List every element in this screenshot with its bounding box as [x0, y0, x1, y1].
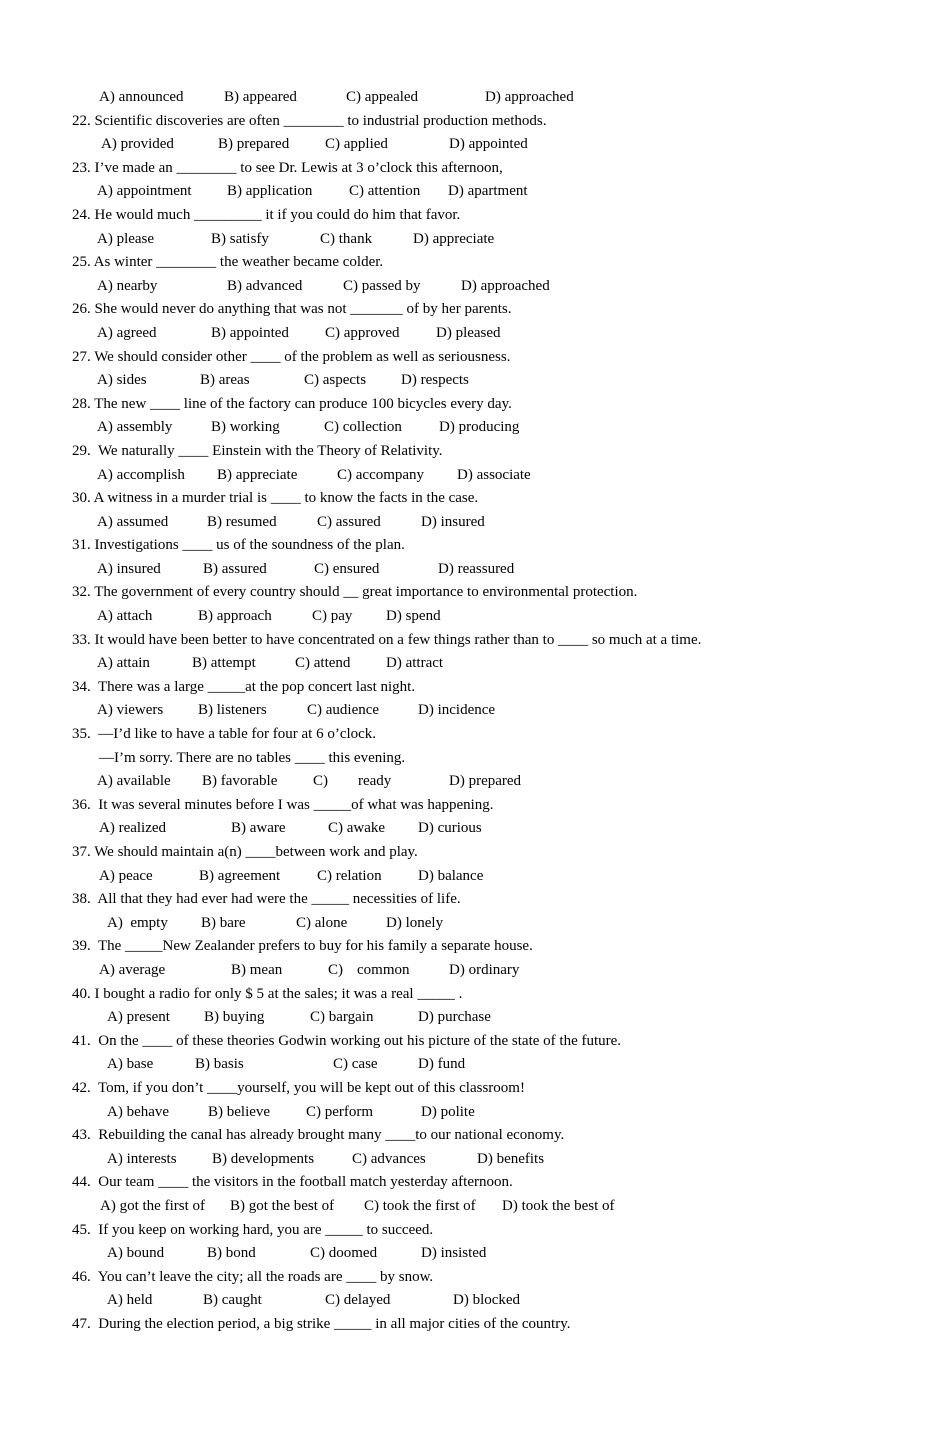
question-stem — [0, 110, 950, 134]
option-c: C) took the first of — [364, 1197, 476, 1214]
option-a: A) available — [97, 773, 171, 790]
answer-options — [0, 1289, 950, 1313]
question-stem — [0, 487, 950, 511]
option-b: B) prepared — [218, 136, 290, 153]
option-d: D) reassured — [438, 560, 515, 577]
option-c: C) attend — [295, 655, 351, 672]
option-a: A) accomplish — [97, 466, 185, 483]
option-b: B) caught — [203, 1292, 262, 1309]
option-d: D) associate — [457, 466, 531, 483]
option-d: D) fund — [418, 1056, 466, 1073]
option-d: D) ordinary — [449, 961, 520, 978]
option-b: B) believe — [208, 1103, 271, 1120]
answer-options — [0, 180, 950, 204]
option-c: C) thank — [320, 230, 373, 247]
answer-options — [0, 86, 950, 110]
answer-options — [0, 464, 950, 488]
question-text: 47. During the election period, a big strike _____ in all major cities of the country. — [72, 1315, 571, 1332]
question-text: 40. I bought a radio for only $ 5 at the sales; it was a real _____ . — [72, 985, 463, 1002]
option-d: D) approached — [485, 89, 574, 105]
question-stem — [0, 1171, 950, 1195]
option-a: A) appointment — [97, 183, 192, 200]
option-a: A) announced — [99, 89, 184, 105]
question-stem — [0, 393, 950, 417]
question-text: 41. On the ____ of these theories Godwin working out his picture of the state of the future. — [72, 1032, 622, 1049]
option-a: A) assembly — [97, 419, 173, 436]
option-b: B) advanced — [227, 277, 303, 294]
option-b: B) favorable — [202, 773, 278, 790]
option-d: D) spend — [386, 608, 441, 625]
option-c: C) aspects — [304, 372, 367, 389]
option-d: D) insured — [421, 513, 485, 530]
option-a: A) attach — [97, 608, 153, 625]
question-stem — [0, 346, 950, 370]
answer-options — [0, 511, 950, 535]
option-d: D) incidence — [418, 702, 496, 719]
option-a: A) please — [97, 230, 155, 247]
question-stem — [0, 794, 950, 818]
option-d: D) appreciate — [413, 230, 495, 247]
option-c: C) attention — [349, 183, 421, 200]
question-text: 42. Tom, if you don’t ____yourself, you will be kept out of this classroom! — [72, 1079, 525, 1096]
answer-options — [0, 959, 950, 983]
question-text: 29. We naturally ____ Einstein with the Theory of Relativity. — [72, 442, 443, 459]
option-b: B) basis — [195, 1056, 244, 1073]
option-c: C) doomed — [310, 1245, 378, 1262]
question-stem — [0, 298, 950, 322]
answer-options — [0, 652, 950, 676]
option-a: A) held — [107, 1292, 153, 1309]
answer-options — [0, 228, 950, 252]
question-text: 43. Rebuilding the canal has already brought many ____to our national economy. — [72, 1127, 565, 1144]
option-d: D) benefits — [477, 1150, 545, 1167]
option-c: C) pay — [312, 608, 353, 625]
option-a: A) empty — [107, 914, 168, 931]
option-c: C) — [313, 773, 328, 790]
option-c: C) assured — [317, 513, 381, 530]
question-text: 26. She would never do anything that was not _______ of by her parents. — [72, 301, 512, 318]
option-b: B) developments — [212, 1150, 315, 1167]
option-b: B) approach — [198, 608, 272, 625]
option-d: D) purchase — [418, 1009, 491, 1026]
option-b: B) assured — [203, 560, 267, 577]
answer-options — [0, 322, 950, 346]
option-c: C) audience — [307, 702, 380, 719]
question-stem — [0, 534, 950, 558]
option-c: C) delayed — [325, 1292, 391, 1309]
question-text: 23. I’ve made an ________ to see Dr. Lewis at 3 o’clock this afternoon, — [72, 159, 503, 176]
answer-options — [0, 865, 950, 889]
answer-options — [0, 770, 950, 794]
dialogue-text: —I’m sorry. There are no tables ____ this evening. — [99, 749, 406, 766]
option-d: D) took the best of — [502, 1197, 615, 1214]
question-text: 46. You can’t leave the city; all the roads are ____ by snow. — [72, 1268, 434, 1285]
option-a: A) viewers — [97, 702, 164, 719]
option-a: A) realized — [99, 820, 167, 837]
option-d: D) blocked — [453, 1292, 521, 1309]
answer-options — [0, 1053, 950, 1077]
answer-options — [0, 1101, 950, 1125]
option-c: C) appealed — [346, 89, 419, 105]
option-b: B) areas — [200, 372, 250, 389]
option-b: B) resumed — [207, 513, 277, 530]
question-text: 44. Our team ____ the visitors in the football match yesterday afternoon. — [72, 1174, 513, 1191]
option-c: C) bargain — [310, 1009, 374, 1026]
option-d: D) lonely — [386, 914, 444, 931]
option-c: C) accompany — [337, 466, 425, 483]
option-b: B) bond — [207, 1245, 256, 1262]
question-stem — [0, 935, 950, 959]
question-stem — [0, 581, 950, 605]
option-c: C) applied — [325, 136, 388, 153]
question-text: 28. The new ____ line of the factory can produce 100 bicycles every day. — [72, 395, 512, 412]
option-c: C) advances — [352, 1150, 426, 1167]
question-text: 34. There was a large _____at the pop concert last night. — [72, 678, 416, 695]
option-d: D) pleased — [436, 324, 501, 341]
option-a: A) got the first of — [100, 1197, 205, 1214]
option-b: B) agreement — [199, 867, 281, 884]
option-a: A) attain — [97, 655, 150, 672]
option-a: A) sides — [97, 372, 147, 389]
question-text: 36. It was several minutes before I was _____of what was happening. — [72, 796, 494, 813]
answer-options — [0, 912, 950, 936]
option-c: C) passed by — [343, 277, 421, 294]
question-stem — [0, 841, 950, 865]
question-stem — [0, 1124, 950, 1148]
question-stem — [0, 1266, 950, 1290]
option-d: D) attract — [386, 655, 444, 672]
option-b: B) aware — [231, 820, 286, 837]
question-dialogue — [0, 747, 950, 771]
option-b: B) appreciate — [217, 466, 298, 483]
answer-options — [0, 133, 950, 157]
answer-options — [0, 558, 950, 582]
question-text: 39. The _____New Zealander prefers to buy for his family a separate house. — [72, 938, 533, 955]
option-c: C) collection — [324, 419, 402, 436]
option-b: B) got the best of — [230, 1197, 335, 1214]
question-text: 24. He would much _________ it if you could do him that favor. — [72, 206, 461, 223]
question-stem — [0, 1313, 950, 1337]
option-c-value: common — [357, 961, 410, 978]
option-d: D) polite — [421, 1103, 475, 1120]
question-stem — [0, 157, 950, 181]
option-b: B) working — [211, 419, 280, 436]
option-a: A) agreed — [97, 324, 157, 341]
option-c: C) awake — [328, 820, 386, 837]
option-d: D) apartment — [448, 183, 528, 200]
option-b: B) appeared — [224, 89, 297, 105]
option-a: A) bound — [107, 1245, 165, 1262]
question-text: 37. We should maintain a(n) ____between work and play. — [72, 844, 418, 860]
exercise-text — [0, 86, 950, 1336]
question-stem — [0, 204, 950, 228]
question-stem — [0, 440, 950, 464]
answer-options — [0, 699, 950, 723]
answer-options — [0, 1195, 950, 1219]
option-b: B) mean — [231, 961, 283, 978]
option-b: B) buying — [204, 1009, 265, 1026]
option-b: B) attempt — [192, 655, 256, 672]
option-d: D) prepared — [449, 773, 522, 790]
question-text: 35. —I’d like to have a table for four at 6 o’clock. — [72, 726, 377, 743]
option-d: D) appointed — [449, 136, 528, 153]
question-stem — [0, 676, 950, 700]
question-stem — [0, 251, 950, 275]
question-stem — [0, 723, 950, 747]
option-c: C) perform — [306, 1103, 374, 1120]
question-text: 25. As winter ________ the weather became colder. — [72, 254, 384, 271]
option-c: C) approved — [325, 324, 400, 341]
option-b: B) bare — [201, 914, 246, 931]
question-stem — [0, 888, 950, 912]
answer-options — [0, 817, 950, 841]
option-c-value: ready — [358, 773, 392, 790]
option-d: D) approached — [461, 277, 550, 294]
option-d: D) curious — [418, 820, 482, 837]
question-text: 45. If you keep on working hard, you are _____ to succeed. — [72, 1221, 434, 1238]
question-stem — [0, 1219, 950, 1243]
question-text: 33. It would have been better to have concentrated on a few things rather than to ____ so much at a time. — [72, 631, 702, 648]
option-b: B) appointed — [211, 324, 289, 341]
answer-options — [0, 1006, 950, 1030]
option-b: B) application — [227, 183, 313, 200]
question-text: 31. Investigations ____ us of the soundness of the plan. — [72, 537, 405, 554]
option-c: C) ensured — [314, 560, 380, 577]
question-stem — [0, 1030, 950, 1054]
option-a: A) provided — [101, 136, 174, 153]
answer-options — [0, 1148, 950, 1172]
option-c: C) alone — [296, 914, 348, 931]
option-a: A) behave — [107, 1103, 170, 1120]
question-text: 32. The government of every country should __ great importance to environmental protection. — [72, 584, 638, 601]
option-d: D) balance — [418, 867, 484, 884]
answer-options — [0, 416, 950, 440]
option-a: A) nearby — [97, 277, 158, 294]
option-d: D) respects — [401, 372, 469, 389]
option-a: A) present — [107, 1009, 170, 1026]
option-a: A) insured — [97, 560, 161, 577]
answer-options — [0, 605, 950, 629]
option-c: C) — [328, 961, 343, 978]
option-b: B) listeners — [198, 702, 267, 719]
option-a: A) peace — [99, 867, 153, 884]
answer-options — [0, 1242, 950, 1266]
answer-options — [0, 369, 950, 393]
answer-options — [0, 275, 950, 299]
option-d: D) producing — [439, 419, 520, 436]
option-d: D) insisted — [421, 1245, 487, 1262]
option-a: A) assumed — [97, 513, 169, 530]
question-stem — [0, 629, 950, 653]
question-stem — [0, 983, 950, 1007]
option-a: A) base — [107, 1056, 154, 1073]
question-text: 27. We should consider other ____ of the problem as well as seriousness. — [72, 348, 511, 365]
question-stem — [0, 1077, 950, 1101]
option-a: A) average — [99, 961, 166, 978]
question-text: 30. A witness in a murder trial is ____ to know the facts in the case. — [72, 490, 479, 507]
option-a: A) interests — [107, 1150, 177, 1167]
option-b: B) satisfy — [211, 230, 269, 247]
option-c: C) relation — [317, 867, 382, 884]
option-c: C) case — [333, 1056, 378, 1073]
question-text: 38. All that they had ever had were the _____ necessities of life. — [72, 891, 461, 908]
question-text: 22. Scientific discoveries are often ________ to industrial production methods. — [72, 112, 547, 129]
